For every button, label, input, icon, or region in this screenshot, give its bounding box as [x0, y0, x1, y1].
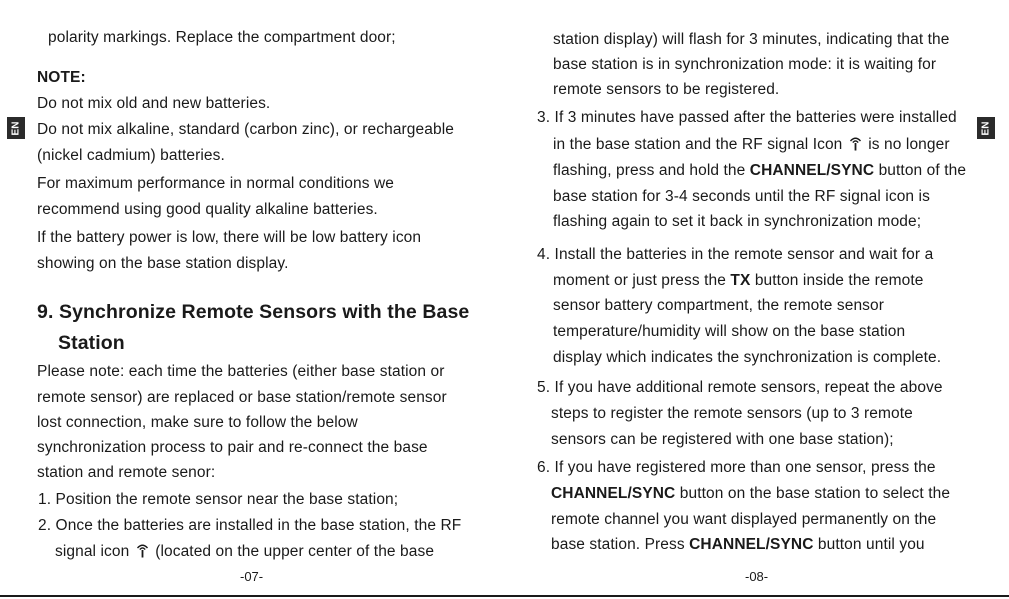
text-line: flashing again to set it back in synchronization mode; [553, 213, 922, 230]
list-item-cont: signal icon (located on the upper center of the base [55, 543, 435, 560]
text-line: station display) will flash for 3 minutes, indicating that the [553, 31, 950, 48]
section-heading-cont: Station [58, 332, 125, 354]
text-line: Please note: each time the batteries (either base station or [37, 363, 445, 380]
text-line: polarity markings. Replace the compartment door; [48, 29, 396, 46]
text-line: Do not mix old and new batteries. [37, 95, 271, 112]
channel-sync-label: CHANNEL/SYNC [689, 536, 814, 553]
text-line: CHANNEL/SYNC button on the base station to select the [551, 485, 951, 502]
text-line: For maximum performance in normal conditions we [37, 175, 395, 192]
text-line: showing on the base station display. [37, 255, 289, 272]
section-heading: 9. Synchronize Remote Sensors with the Base [37, 301, 470, 323]
text-line: base station is in synchronization mode: it is waiting for [553, 56, 937, 73]
rf-signal-icon [849, 136, 862, 151]
list-item: 1. Position the remote sensor near the base station; [38, 491, 399, 508]
text-line: in the base station and the RF signal Icon is no longer [553, 136, 950, 153]
text-line: station and remote senor: [37, 464, 216, 481]
channel-sync-label: CHANNEL/SYNC [749, 162, 875, 179]
text-line: lost connection, make sure to follow the below [37, 414, 358, 431]
list-item: 3. If 3 minutes have passed after the batteries were installed [537, 109, 957, 126]
text-line: recommend using good quality alkaline batteries. [37, 201, 378, 218]
text-line: moment or just press the TX button inside the remote [553, 272, 924, 289]
text-line: sensors can be registered with one base station); [551, 431, 894, 448]
list-item: 6. If you have registered more than one sensor, press the [537, 459, 936, 476]
text-line: If the battery power is low, there will be low battery icon [37, 229, 422, 246]
left-page [0, 0, 504, 599]
tx-label: TX [730, 272, 751, 289]
text-line: sensor battery compartment, the remote sensor [553, 297, 885, 314]
text-line: steps to register the remote sensors (up to 3 remote [551, 405, 913, 422]
text-line: display which indicates the synchronization is complete. [553, 349, 942, 366]
text-line: flashing, press and hold the CHANNEL/SYNC button of the [553, 162, 967, 179]
bottom-rule [0, 595, 1009, 597]
note-label: NOTE: [37, 69, 86, 86]
list-item: 4. Install the batteries in the remote sensor and wait for a [537, 246, 934, 263]
page-number: -08- [745, 569, 769, 584]
text-line: remote sensor) are replaced or base station/remote sensor [37, 389, 447, 406]
text-line: remote sensors to be registered. [553, 81, 780, 98]
channel-sync-label: CHANNEL/SYNC [551, 485, 676, 502]
text-line: base station. Press CHANNEL/SYNC button until you [551, 536, 925, 553]
text-line: remote channel you want displayed permanently on the [551, 511, 937, 528]
text-line: base station for 3-4 seconds until the RF signal icon is [553, 188, 930, 205]
rf-signal-icon [136, 543, 149, 558]
language-tab: EN [7, 117, 25, 139]
list-item: 2. Once the batteries are installed in the base station, the RF [38, 517, 462, 534]
text-line: Do not mix alkaline, standard (carbon zinc), or rechargeable [37, 121, 454, 138]
text-line: temperature/humidity will show on the base station [553, 323, 906, 340]
list-item: 5. If you have additional remote sensors, repeat the above [537, 379, 943, 396]
page-number: -07- [240, 569, 264, 584]
right-page [505, 0, 1009, 599]
language-tab: EN [977, 117, 995, 139]
text-line: synchronization process to pair and re-connect the base [37, 439, 428, 456]
text-line: (nickel cadmium) batteries. [37, 147, 225, 164]
